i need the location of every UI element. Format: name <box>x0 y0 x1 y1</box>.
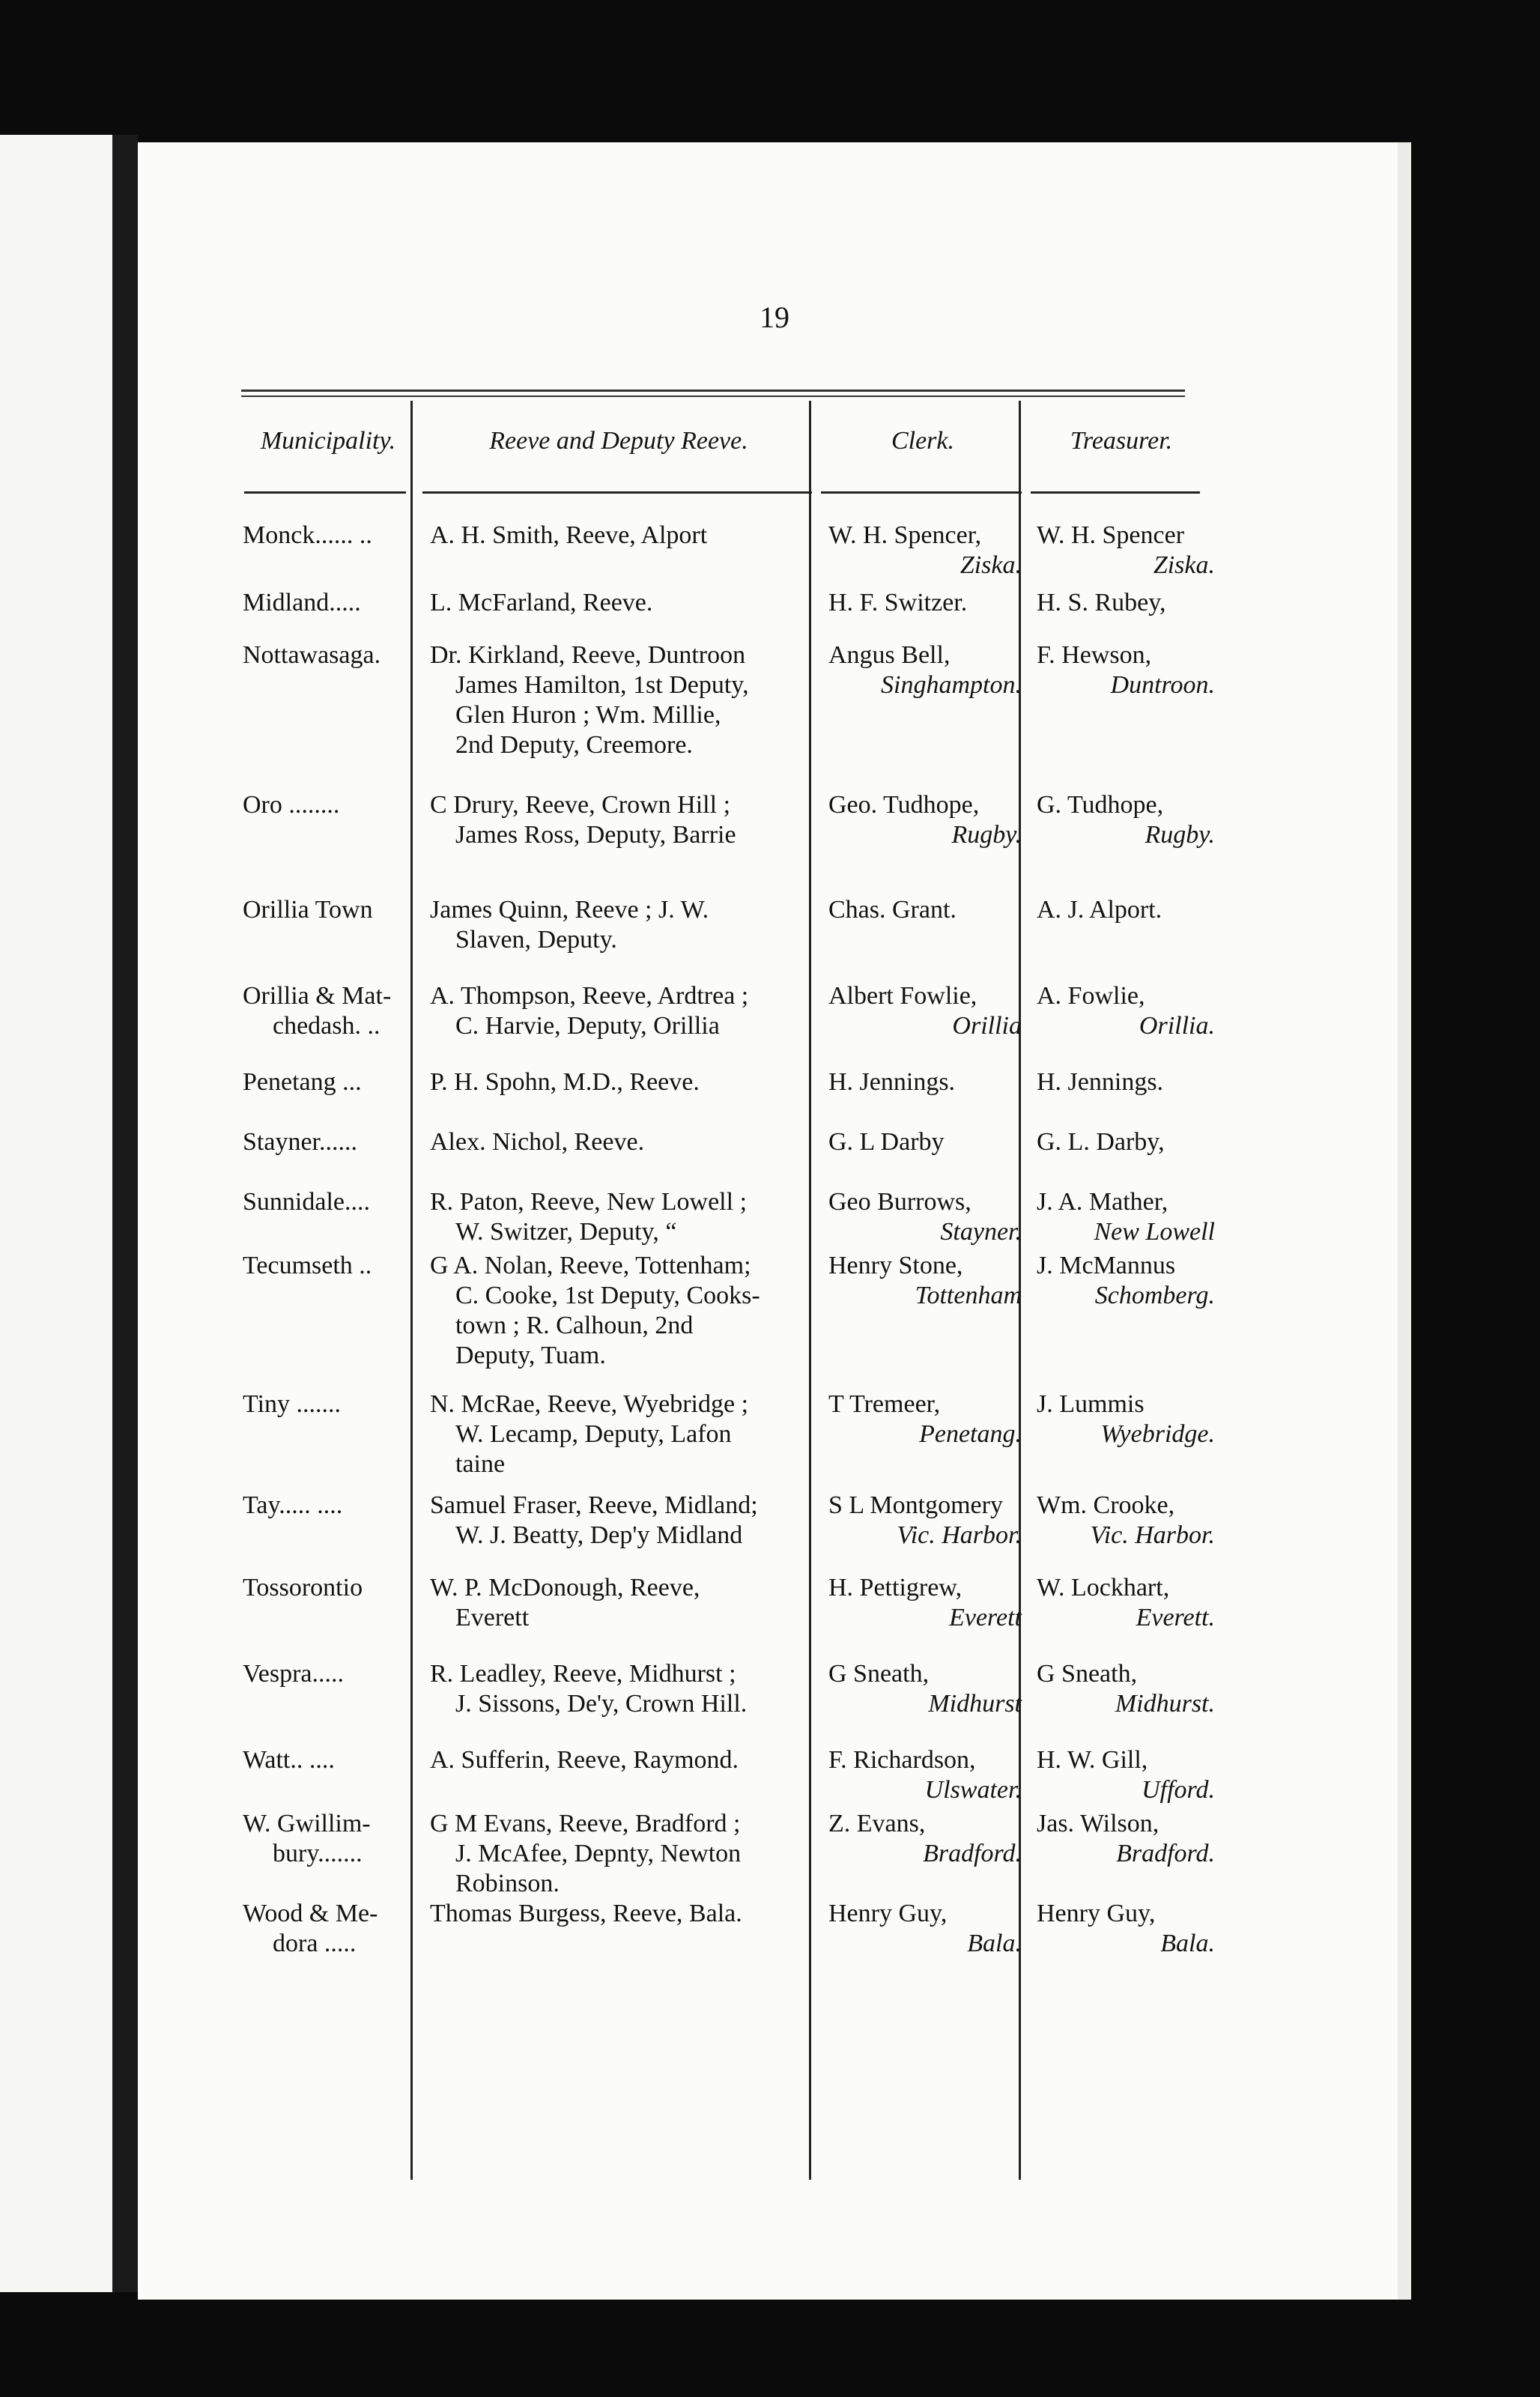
reeve-cell-line: W. J. Beatty, Dep'y Midland <box>455 1521 743 1549</box>
reeve-cell-line: G A. Nolan, Reeve, Tottenham; <box>430 1252 751 1279</box>
reeve-cell <box>419 981 818 1041</box>
clerk-cell-line: Albert Fowlie, <box>828 982 977 1010</box>
reeve-cell-line: James Quinn, Reeve ; J. W. <box>430 896 709 924</box>
municipality-cell-line: Tossorontio <box>243 1574 363 1601</box>
clerk-cell-place: Bala. <box>967 1930 1022 1957</box>
clerk-cell <box>818 1067 1028 1097</box>
reeve-cell-line: Thomas Burgess, Reeve, Bala. <box>430 1900 742 1927</box>
clerk-cell <box>818 640 1028 700</box>
clerk-cell <box>818 895 1028 925</box>
municipality-cell-line: Orillia Town <box>243 896 373 924</box>
treasurer-cell <box>1028 1127 1215 1157</box>
clerk-cell-line: Henry Stone, <box>828 1252 963 1279</box>
reeve-cell-line: J. McAfee, Depnty, Newton <box>455 1840 742 1867</box>
reeve-cell-line: 2nd Deputy, Creemore. <box>455 731 693 759</box>
reeve-cell-line: Glen Huron ; Wm. Millie, <box>455 701 721 729</box>
reeve-cell-line: R. Paton, Reeve, New Lowell ; <box>430 1188 748 1216</box>
clerk-cell-line: Henry Guy, <box>828 1900 948 1927</box>
municipality-cell <box>237 1390 419 1419</box>
header-municipality: Municipality. <box>260 427 396 455</box>
reeve-cell-line: James Ross, Deputy, Barrie <box>455 821 736 849</box>
reeve-cell-line: G M Evans, Reeve, Bradford ; <box>430 1810 741 1837</box>
reeve-cell <box>419 1251 818 1371</box>
reeve-cell-line: Deputy, Tuam. <box>455 1342 606 1369</box>
header-underline <box>244 491 406 494</box>
treasurer-cell-line: W. Lockhart, <box>1037 1574 1170 1601</box>
reeve-cell-line: W. Switzer, Deputy, “ <box>455 1218 677 1246</box>
treasurer-cell <box>1028 1491 1215 1551</box>
treasurer-cell-line: Jas. Wilson, <box>1037 1810 1159 1837</box>
header-clerk: Clerk. <box>891 427 955 455</box>
treasurer-cell-line: Henry Guy, <box>1037 1900 1156 1927</box>
clerk-cell-line: H. F. Switzer. <box>828 589 968 616</box>
clerk-cell <box>818 1390 1028 1449</box>
reeve-cell-line: P. H. Spohn, M.D., Reeve. <box>430 1068 700 1096</box>
treasurer-cell-line: J. A. Mather, <box>1037 1188 1168 1216</box>
municipality-cell-line: Sunnidale.... <box>243 1188 370 1216</box>
reeve-cell-line: W. Lecamp, Deputy, Lafon <box>455 1420 732 1448</box>
clerk-cell-place: Tottenham <box>915 1282 1022 1309</box>
reeve-cell-line: A. H. Smith, Reeve, Alport <box>430 521 708 549</box>
reeve-cell-line: town ; R. Calhoun, 2nd <box>455 1312 694 1339</box>
clerk-cell-place: Midhurst <box>928 1690 1022 1718</box>
municipality-cell-line: Vespra..... <box>243 1660 345 1688</box>
clerk-cell-line: Z. Evans, <box>828 1810 926 1837</box>
treasurer-cell-place: New Lowell <box>1094 1218 1215 1246</box>
treasurer-cell-line: H. S. Rubey, <box>1037 589 1166 616</box>
treasurer-cell-place: Duntroon. <box>1110 671 1215 699</box>
municipality-cell <box>237 790 419 820</box>
municipality-cell-line: W. Gwillim- <box>243 1810 371 1837</box>
reeve-cell-line: L. McFarland, Reeve. <box>430 589 653 616</box>
municipality-cell-line: dora ..... <box>273 1930 357 1957</box>
clerk-cell-place: Vic. Harbor. <box>897 1521 1022 1549</box>
treasurer-cell-place: Bradford. <box>1116 1840 1215 1867</box>
clerk-cell-place: Rugby. <box>951 821 1022 849</box>
treasurer-cell <box>1028 1745 1215 1805</box>
clerk-cell <box>818 1899 1028 1959</box>
treasurer-cell-place: Everett. <box>1136 1604 1215 1631</box>
header-underline <box>422 491 812 494</box>
municipality-cell-line: Tay..... .... <box>243 1491 343 1519</box>
municipality-cell <box>237 588 419 618</box>
table-top-rule <box>241 390 1185 392</box>
table-top-rule-double <box>241 396 1185 397</box>
reeve-cell <box>419 1491 818 1551</box>
treasurer-cell <box>1028 588 1215 618</box>
municipality-cell-line: Watt.. .... <box>243 1746 335 1774</box>
reeve-cell <box>419 895 818 955</box>
municipality-cell <box>237 1491 419 1521</box>
clerk-cell <box>818 1573 1028 1633</box>
clerk-cell-line: G Sneath, <box>828 1660 930 1688</box>
reeve-cell <box>419 588 818 618</box>
clerk-cell <box>818 1491 1028 1551</box>
reeve-cell-line: W. P. McDonough, Reeve, <box>430 1574 700 1601</box>
page-edge-shadow <box>1398 142 1411 2300</box>
clerk-cell-place: Ziska. <box>960 551 1022 579</box>
treasurer-cell-place: Bala. <box>1160 1930 1215 1957</box>
municipality-cell-line: Stayner...... <box>243 1128 357 1156</box>
reeve-cell <box>419 1659 818 1719</box>
page-number: 19 <box>760 300 789 334</box>
reeve-cell-line: Everett <box>455 1604 530 1631</box>
treasurer-cell <box>1028 1659 1215 1719</box>
municipality-cell <box>237 981 419 1041</box>
reeve-cell-line: taine <box>455 1450 506 1478</box>
treasurer-cell-line: G. Tudhope, <box>1037 791 1164 819</box>
treasurer-cell <box>1028 1251 1215 1311</box>
clerk-cell-place: Penetang. <box>919 1420 1022 1448</box>
treasurer-cell-place: Ufford. <box>1142 1776 1215 1804</box>
treasurer-cell-line: Wm. Crooke, <box>1037 1491 1175 1519</box>
treasurer-cell-line: J. Lummis <box>1037 1390 1145 1418</box>
municipality-cell-line: Oro ........ <box>243 791 340 819</box>
clerk-cell-line: H. Jennings. <box>828 1068 956 1096</box>
reeve-cell <box>419 1809 818 1899</box>
municipality-cell-line: Tiny ....... <box>243 1390 342 1418</box>
reeve-cell-line: Dr. Kirkland, Reeve, Duntroon <box>430 641 746 669</box>
reeve-cell <box>419 790 818 850</box>
reeve-cell-line: Samuel Fraser, Reeve, Midland; <box>430 1491 758 1519</box>
clerk-cell-line: W. H. Spencer, <box>828 521 982 549</box>
treasurer-cell-place: Orillia. <box>1139 1012 1215 1040</box>
clerk-cell <box>818 588 1028 618</box>
clerk-cell-line: Chas. Grant. <box>828 896 957 924</box>
treasurer-cell-line: H. Jennings. <box>1037 1068 1164 1096</box>
reeve-cell-line: C Drury, Reeve, Crown Hill ; <box>430 791 731 819</box>
clerk-cell-line: T Tremeer, <box>828 1390 941 1418</box>
municipality-cell <box>237 1187 419 1217</box>
clerk-cell <box>818 1659 1028 1719</box>
municipality-cell <box>237 1251 419 1281</box>
treasurer-cell <box>1028 1899 1215 1959</box>
reeve-cell <box>419 1899 818 1929</box>
clerk-cell <box>818 1745 1028 1805</box>
reeve-cell <box>419 1187 818 1247</box>
reeve-cell-line: N. McRae, Reeve, Wyebridge ; <box>430 1390 749 1418</box>
treasurer-cell <box>1028 790 1215 850</box>
reeve-cell <box>419 1390 818 1479</box>
treasurer-cell <box>1028 1390 1215 1449</box>
municipality-cell <box>237 895 419 925</box>
clerk-cell-line: Geo. Tudhope, <box>828 791 980 819</box>
treasurer-cell-place: Schomberg. <box>1094 1282 1215 1309</box>
municipality-cell <box>237 1067 419 1097</box>
clerk-cell <box>818 1251 1028 1311</box>
header-treasurer: Treasurer. <box>1070 427 1173 455</box>
reeve-cell-line: Slaven, Deputy. <box>455 926 617 954</box>
municipality-cell <box>237 1899 419 1959</box>
treasurer-cell <box>1028 895 1215 925</box>
clerk-cell <box>818 1809 1028 1869</box>
document-page <box>138 142 1411 2300</box>
municipality-cell <box>237 640 419 670</box>
header-underline <box>821 491 1022 494</box>
clerk-cell-place: Stayner. <box>940 1218 1022 1246</box>
clerk-cell-line: G. L Darby <box>828 1128 945 1156</box>
clerk-cell-line: H. Pettigrew, <box>828 1574 962 1601</box>
municipality-cell <box>237 1127 419 1157</box>
clerk-cell-place: Everett <box>949 1604 1022 1631</box>
clerk-cell <box>818 1187 1028 1247</box>
clerk-cell-place: Ulswater. <box>924 1776 1022 1804</box>
treasurer-cell-line: F. Hewson, <box>1037 641 1152 669</box>
municipality-cell-line: Nottawasaga. <box>243 641 381 669</box>
reeve-cell-line: C. Cooke, 1st Deputy, Cooks- <box>455 1282 760 1309</box>
treasurer-cell-line: A. Fowlie, <box>1037 982 1145 1010</box>
reeve-cell <box>419 1573 818 1633</box>
municipality-cell-line: chedash. .. <box>273 1012 381 1040</box>
reeve-cell-line: Robinson. <box>455 1870 560 1897</box>
treasurer-cell <box>1028 1187 1215 1247</box>
reeve-cell <box>419 521 818 551</box>
clerk-cell <box>818 1127 1028 1157</box>
treasurer-cell-place: Wyebridge. <box>1100 1420 1215 1448</box>
treasurer-cell-line: G. L. Darby, <box>1037 1128 1165 1156</box>
clerk-cell-place: Singhampton. <box>881 671 1022 699</box>
municipality-cell-line: Tecumseth .. <box>243 1252 372 1279</box>
municipality-cell-line: Penetang ... <box>243 1068 362 1096</box>
treasurer-cell <box>1028 1573 1215 1633</box>
treasurer-cell-line: W. H. Spencer <box>1037 521 1185 549</box>
treasurer-cell-place: Rugby. <box>1145 821 1215 849</box>
treasurer-cell-place: Ziska. <box>1153 551 1215 579</box>
reeve-cell-line: A. Thompson, Reeve, Ardtrea ; <box>430 982 749 1010</box>
municipality-cell-line: Monck...... .. <box>243 521 372 549</box>
treasurer-cell-line: H. W. Gill, <box>1037 1746 1148 1774</box>
treasurer-cell-line: A. J. Alport. <box>1037 896 1162 924</box>
treasurer-cell <box>1028 640 1215 700</box>
municipality-cell <box>237 1809 419 1869</box>
municipality-cell <box>237 1659 419 1689</box>
reeve-cell-line: A. Sufferin, Reeve, Raymond. <box>430 1746 739 1774</box>
treasurer-cell <box>1028 981 1215 1041</box>
treasurer-cell-line: J. McMannus <box>1037 1252 1176 1279</box>
clerk-cell-line: Angus Bell, <box>828 641 951 669</box>
municipality-cell-line: Midland..... <box>243 589 361 616</box>
reeve-cell <box>419 640 818 760</box>
municipality-cell-line: Wood & Me- <box>243 1900 378 1927</box>
clerk-cell <box>818 521 1028 581</box>
clerk-cell-line: F. Richardson, <box>828 1746 976 1774</box>
reeve-cell-line: Alex. Nichol, Reeve. <box>430 1128 645 1156</box>
clerk-cell-place: Bradford. <box>923 1840 1022 1867</box>
municipality-cell <box>237 521 419 551</box>
municipality-cell-line: Orillia & Mat- <box>243 982 392 1010</box>
reeve-cell-line: C. Harvie, Deputy, Orillia <box>455 1012 720 1040</box>
treasurer-cell-place: Vic. Harbor. <box>1090 1521 1215 1549</box>
treasurer-cell-place: Midhurst. <box>1115 1690 1215 1718</box>
reeve-cell <box>419 1127 818 1157</box>
reeve-cell-line: J. Sissons, De'y, Crown Hill. <box>455 1690 748 1718</box>
treasurer-cell <box>1028 1809 1215 1869</box>
clerk-cell-line: S L Montgomery <box>828 1491 1003 1519</box>
clerk-cell-place: Orillia <box>952 1012 1022 1040</box>
header-reeve: Reeve and Deputy Reeve. <box>489 427 748 455</box>
header-underline <box>1031 491 1200 494</box>
treasurer-cell <box>1028 521 1215 581</box>
book-gutter <box>112 135 138 2292</box>
municipality-cell <box>237 1745 419 1775</box>
clerk-cell <box>818 981 1028 1041</box>
municipality-cell-line: bury....... <box>273 1840 363 1867</box>
municipality-cell <box>237 1573 419 1603</box>
clerk-cell-line: Geo Burrows, <box>828 1188 971 1216</box>
reeve-cell <box>419 1067 818 1097</box>
reeve-cell-line: James Hamilton, 1st Deputy, <box>455 671 749 699</box>
clerk-cell <box>818 790 1028 850</box>
treasurer-cell-line: G Sneath, <box>1037 1660 1138 1688</box>
reeve-cell-line: R. Leadley, Reeve, Midhurst ; <box>430 1660 736 1688</box>
treasurer-cell <box>1028 1067 1215 1097</box>
reeve-cell <box>419 1745 818 1775</box>
facing-page-edge <box>0 135 112 2292</box>
